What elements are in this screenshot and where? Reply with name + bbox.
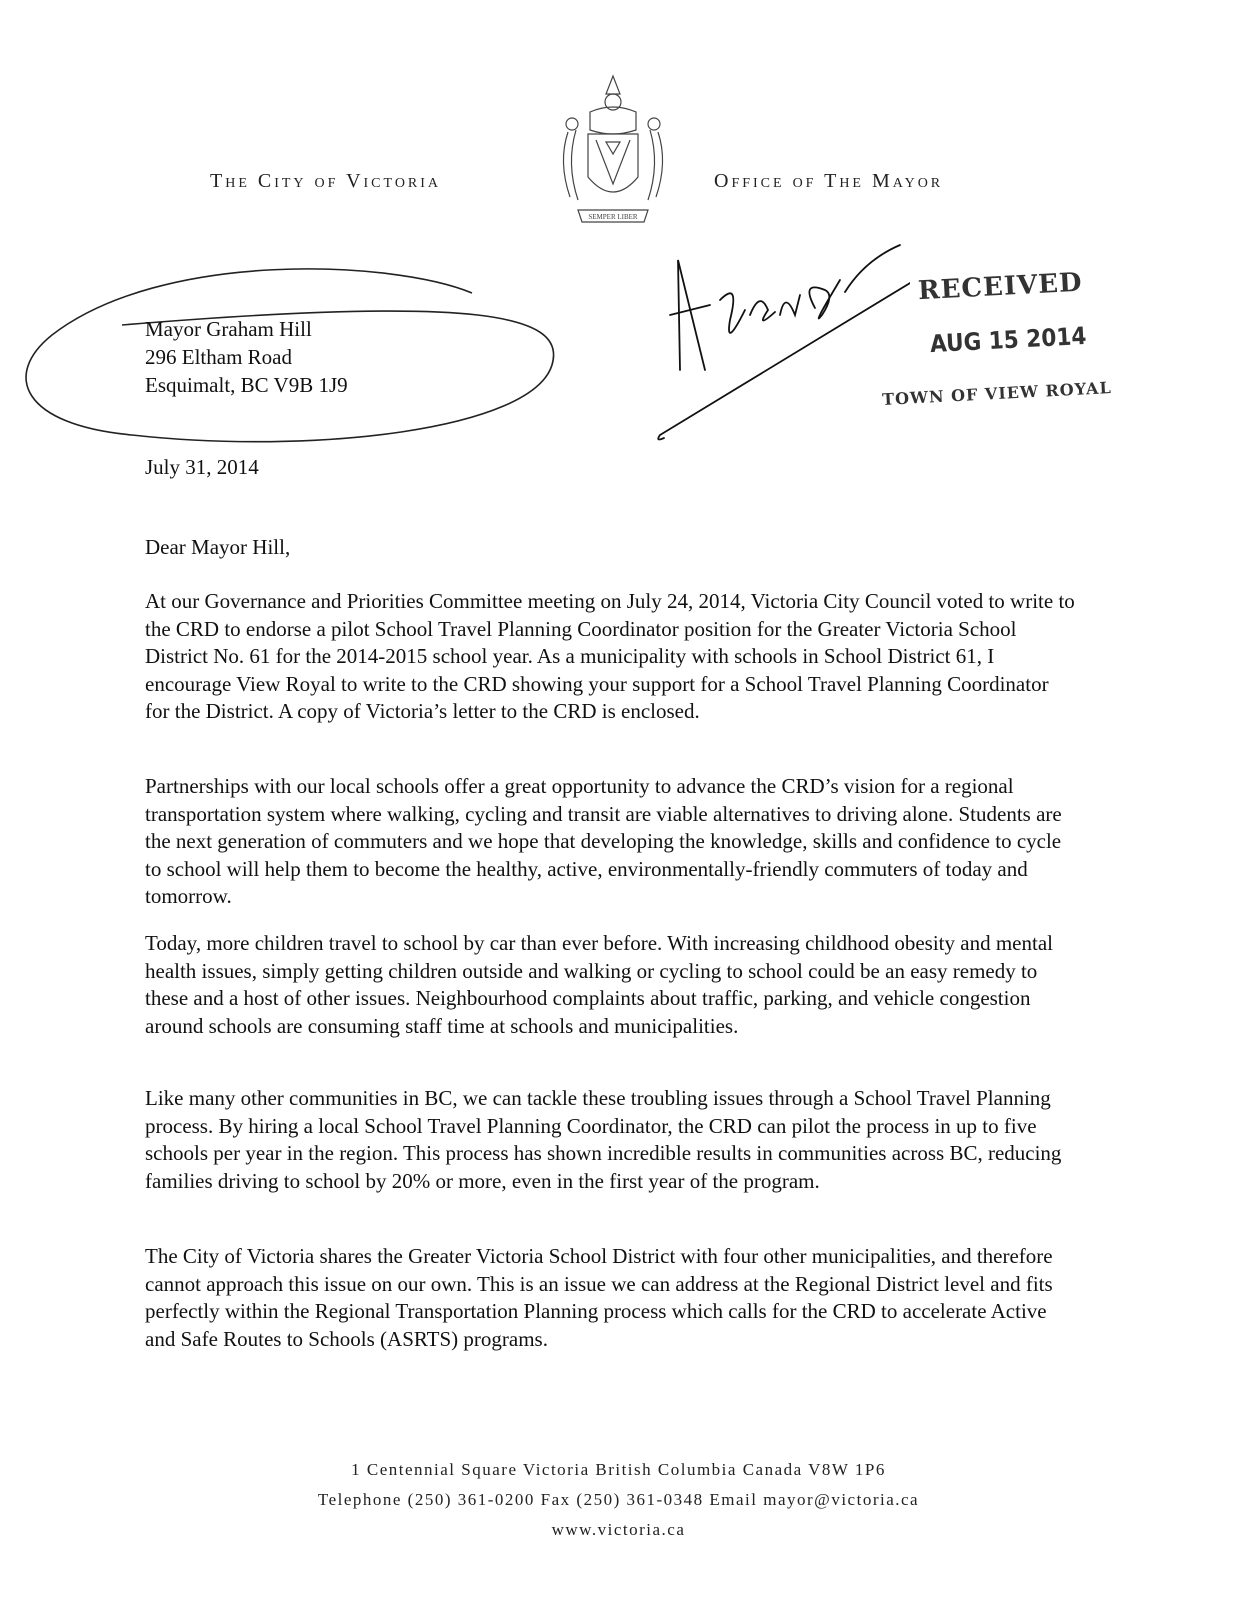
footer-contact: Telephone (250) 361-0200 Fax (250) 361-0348 Email mayor@victoria.ca (317, 1490, 920, 1509)
letter-paragraph: The City of Victoria shares the Greater Victoria School District with four other municipalities, and therefore cannot approach this issue on our own. This is an issue we can address at the Regional District level and fits perfectly within the Regional Transportation Planning process which calls for the CRD to accelerate Active and Safe Routes to Schools (ASRTS) programs. (145, 1244, 1053, 1351)
letter-paragraph: Partnerships with our local schools offer a great opportunity to advance the CRD’s vision for a regional transportation system where walking, cycling and transit are viable alternatives to driving alone. Students are the next generation of commuters and we hope that developing the knowledge, skills and confidence to cycle to school will help them to become the healthy, active, environmentally-friendly commuters of today and tomorrow. (145, 774, 1062, 908)
letter-salutation: Dear Mayor Hill, (145, 535, 291, 559)
letter-paragraph: Like many other communities in BC, we can tackle these troubling issues through a School Travel Planning process. By hiring a local School Travel Planning Coordinator, the CRD can pilot the process in up to five schools per year in the region. This process has shown incredible results in communities across BC, reducing families driving to school by 20% or more, even in the first year of the program. (145, 1086, 1062, 1193)
letter-date: July 31, 2014 (145, 455, 259, 479)
received-stamp-town: TOWN OF VIEW ROYAL (881, 377, 1113, 410)
recipient-street: 296 Eltham Road (145, 345, 292, 369)
letterhead-office-title: Office of The Mayor (714, 170, 944, 192)
letter-paragraph: Today, more children travel to school by car than ever before. With increasing childhood obesity and mental health issues, simply getting children outside and walking or cycling to school could be an easy remedy to these and a host of other issues. Neighbourhood complaints about traffic, parking, and vehicle congestion around schools are consuming staff time at schools and municipalities. (145, 931, 1053, 1038)
handwritten-agenda-annotation (650, 220, 910, 450)
footer-address: 1 Centennial Square Victoria British Columbia Canada V8W 1P6 (351, 1460, 886, 1479)
footer-website: www.victoria.ca (551, 1520, 686, 1539)
city-crest-icon (548, 72, 678, 232)
recipient-city: Esquimalt, BC V9B 1J9 (145, 373, 348, 397)
recipient-address (145, 315, 348, 399)
received-stamp-date: AUG 15 2014 (929, 321, 1088, 359)
letter-paragraph: At our Governance and Priorities Committee meeting on July 24, 2014, Victoria City Council voted to write to the CRD to endorse a pilot School Travel Planning Coordinator position for the Greater Victoria School District No. 61 for the 2014-2015 school year. As a municipality with schools in School District 61, I encourage View Royal to write to the CRD showing your support for a School Travel Planning Coordinator for the District. A copy of Victoria’s letter to the CRD is enclosed. (145, 589, 1075, 723)
recipient-name: Mayor Graham Hill (145, 317, 312, 341)
received-stamp: RECEIVED (917, 267, 1084, 307)
letterhead-city-title: The City of Victoria (210, 170, 442, 192)
crest-motto: SEMPER LIBER (588, 213, 638, 221)
